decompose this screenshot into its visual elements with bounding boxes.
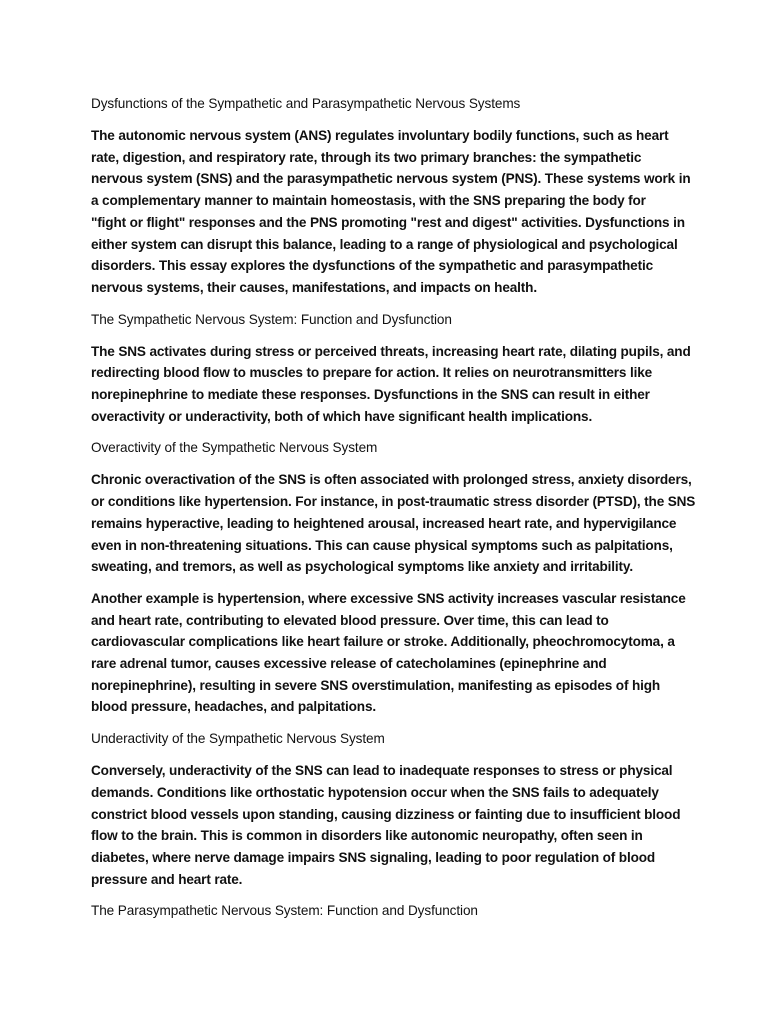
text-line: "fight or flight" responses and the PNS promoting "rest and digest" activities. Dysfunctions in — [91, 214, 685, 230]
text-line: flow to the brain. This is common in disorders like autonomic neuropathy, often seen in — [91, 828, 643, 844]
text-line: constrict blood vessels upon standing, causing dizziness or fainting due to insufficient blood — [91, 806, 681, 822]
text-line: redirecting blood flow to muscles to prepare for action. It relies on neurotransmitters like — [91, 365, 653, 381]
overactivity-paragraph-2 — [91, 588, 686, 718]
overactivity-paragraph-1 — [91, 469, 696, 578]
section-heading-pns: The Parasympathetic Nervous System: Function and Dysfunction — [91, 903, 478, 919]
text-line: demands. Conditions like orthostatic hypotension occur when the SNS fails to adequately — [91, 784, 659, 800]
text-line: overactivity or underactivity, both of which have significant health implications. — [91, 408, 593, 424]
text-line: diabetes, where nerve damage impairs SNS signaling, leading to poor regulation of blood — [91, 849, 656, 865]
text-line: even in non-threatening situations. This can cause physical symptoms such as palpitations, — [91, 537, 673, 553]
text-line: nervous system (SNS) and the parasympathetic nervous system (PNS). These systems work in — [91, 171, 691, 187]
text-line: Chronic overactivation of the SNS is often associated with prolonged stress, anxiety disorders, — [91, 472, 692, 488]
text-line: nervous systems, their causes, manifestations, and impacts on health. — [91, 279, 537, 295]
text-line: disorders. This essay explores the dysfunctions of the sympathetic and parasympathetic — [91, 258, 653, 274]
intro-paragraph — [91, 125, 691, 299]
section-heading-sns: The Sympathetic Nervous System: Function and Dysfunction — [91, 311, 452, 327]
text-line: The SNS activates during stress or perceived threats, increasing heart rate, dilating pupils, and — [91, 343, 691, 359]
text-line: Conversely, underactivity of the SNS can lead to inadequate responses to stress or physical — [91, 763, 673, 779]
text-line: The autonomic nervous system (ANS) regulates involuntary bodily functions, such as heart — [91, 128, 669, 143]
text-line: norepinephrine to mediate these responses. Dysfunctions in the SNS can result in either — [91, 387, 650, 403]
text-line: sweating, and tremors, as well as psychological symptoms like anxiety and irritability. — [91, 559, 633, 575]
text-line: or conditions like hypertension. For instance, in post-traumatic stress disorder (PTSD), the SNS — [91, 494, 696, 510]
section-heading-underactivity: Underactivity of the Sympathetic Nervous System — [91, 731, 385, 747]
text-line: either system can disrupt this balance, leading to a range of physiological and psychological — [91, 236, 678, 252]
text-line: and heart rate, contributing to elevated blood pressure. Over time, this can lead to — [91, 612, 609, 628]
text-line: pressure and heart rate. — [91, 871, 243, 887]
sns-paragraph — [91, 341, 691, 428]
text-line: cardiovascular complications like heart failure or stroke. Additionally, pheochromocytoma, a — [91, 634, 675, 650]
text-line: blood pressure, headaches, and palpitations. — [91, 699, 376, 715]
text-line: rate, digestion, and respiratory rate, through its two primary branches: the sympathetic — [91, 149, 642, 165]
document-title: Dysfunctions of the Sympathetic and Parasympathetic Nervous Systems — [91, 96, 521, 111]
document-page — [91, 93, 696, 932]
text-line: a complementary manner to maintain homeostasis, with the SNS preparing the body for — [91, 193, 646, 209]
text-line: rare adrenal tumor, causes excessive release of catecholamines (epinephrine and — [91, 656, 607, 672]
text-line: remains hyperactive, leading to heightened arousal, increased heart rate, and hypervigilance — [91, 515, 677, 531]
section-heading-overactivity: Overactivity of the Sympathetic Nervous System — [91, 440, 378, 456]
text-line: Another example is hypertension, where excessive SNS activity increases vascular resistance — [91, 590, 686, 606]
text-line: norepinephrine), resulting in severe SNS overstimulation, manifesting as episodes of high — [91, 677, 661, 693]
underactivity-paragraph — [91, 760, 681, 890]
